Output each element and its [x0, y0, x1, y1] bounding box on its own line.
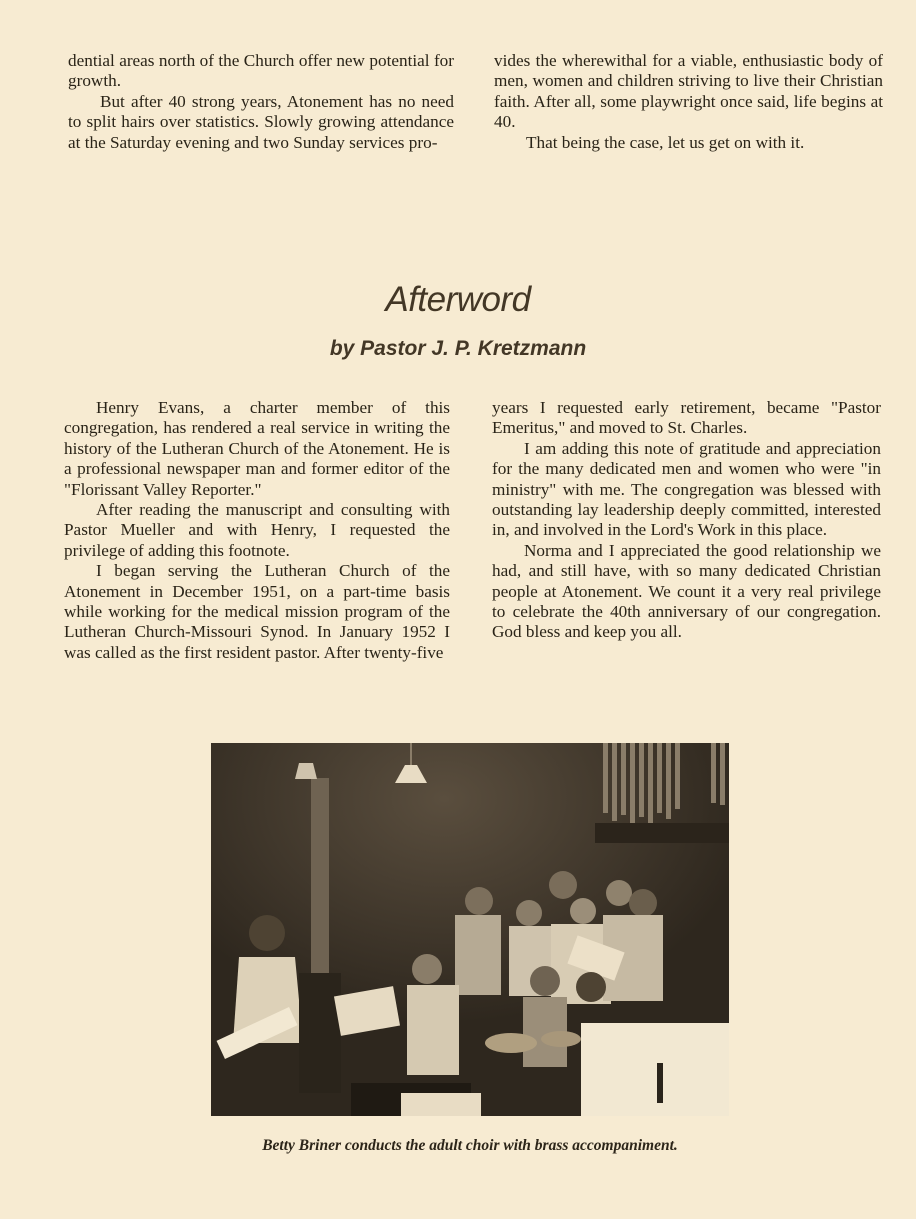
choir-photo-illustration — [211, 743, 729, 1116]
top-left-paragraph-2: But after 40 strong years, Atonement has no need to split hairs over statistics. Slowly growing attendance at the Saturday evening and two Sunday services pro- — [68, 91, 454, 152]
top-left-paragraph-1: dential areas north of the Church offer new potential for growth. — [68, 51, 454, 91]
afterword-left-paragraph-2: After reading the manuscript and consulting with Pastor Mueller and with Henry, I requested the privilege of adding this footnote. — [64, 500, 450, 560]
music-stand — [299, 973, 341, 1093]
top-right-paragraph-2: That being the case, let us get on with it. — [526, 132, 805, 152]
top-right-paragraph-1: vides the wherewithal for a viable, enthusiastic body of men, women and children striving to live their Christian faith. After all, some playwright once said, life begins at 40. — [494, 51, 883, 132]
photo-caption: Betty Briner conducts the adult choir with brass accompaniment. — [262, 1137, 678, 1154]
pillar — [311, 778, 329, 978]
afterword-right-paragraph-2: I am adding this note of gratitude and appreciation for the many dedicated men and women who were "in ministry" with me. The congregation was blessed with outstanding lay leadership deeply committed, interested in, and involved in the Lord's Work in this place. — [492, 438, 881, 540]
afterword-left-paragraph-1: Henry Evans, a charter member of this congregation, has rendered a real service in writing the history of the Lutheran Church of the Atonement. He is a professional newspaper man and former editor of the "Florissant Valley Reporter." — [64, 398, 450, 499]
foreground-music-stand — [581, 1023, 729, 1116]
choir-photo — [211, 743, 729, 1116]
afterword-right-column — [492, 398, 881, 643]
afterword-left-column — [64, 398, 450, 663]
afterword-right-paragraph-1: years I requested early retirement, became "Pastor Emeritus," and moved to St. Charles. — [492, 398, 881, 438]
top-right-column — [494, 51, 883, 153]
afterword-right-paragraph-3: Norma and I appreciated the good relationship we had, and still have, with so many dedicated Christian people at Atonement. We count it a very real privilege to celebrate the 40th anniversary of our congregation. God bless and keep you all. — [492, 540, 881, 642]
afterword-byline: by Pastor J. P. Kretzmann — [329, 337, 587, 360]
top-left-column — [68, 51, 454, 153]
afterword-title: Afterword — [385, 280, 531, 319]
afterword-left-paragraph-3: I began serving the Lutheran Church of the Atonement in December 1951, on a part-time basis while working for the medical mission program of the Lutheran Church-Missouri Synod. In January 1952 I was called as the first resident pastor. After twenty-five — [64, 561, 450, 662]
